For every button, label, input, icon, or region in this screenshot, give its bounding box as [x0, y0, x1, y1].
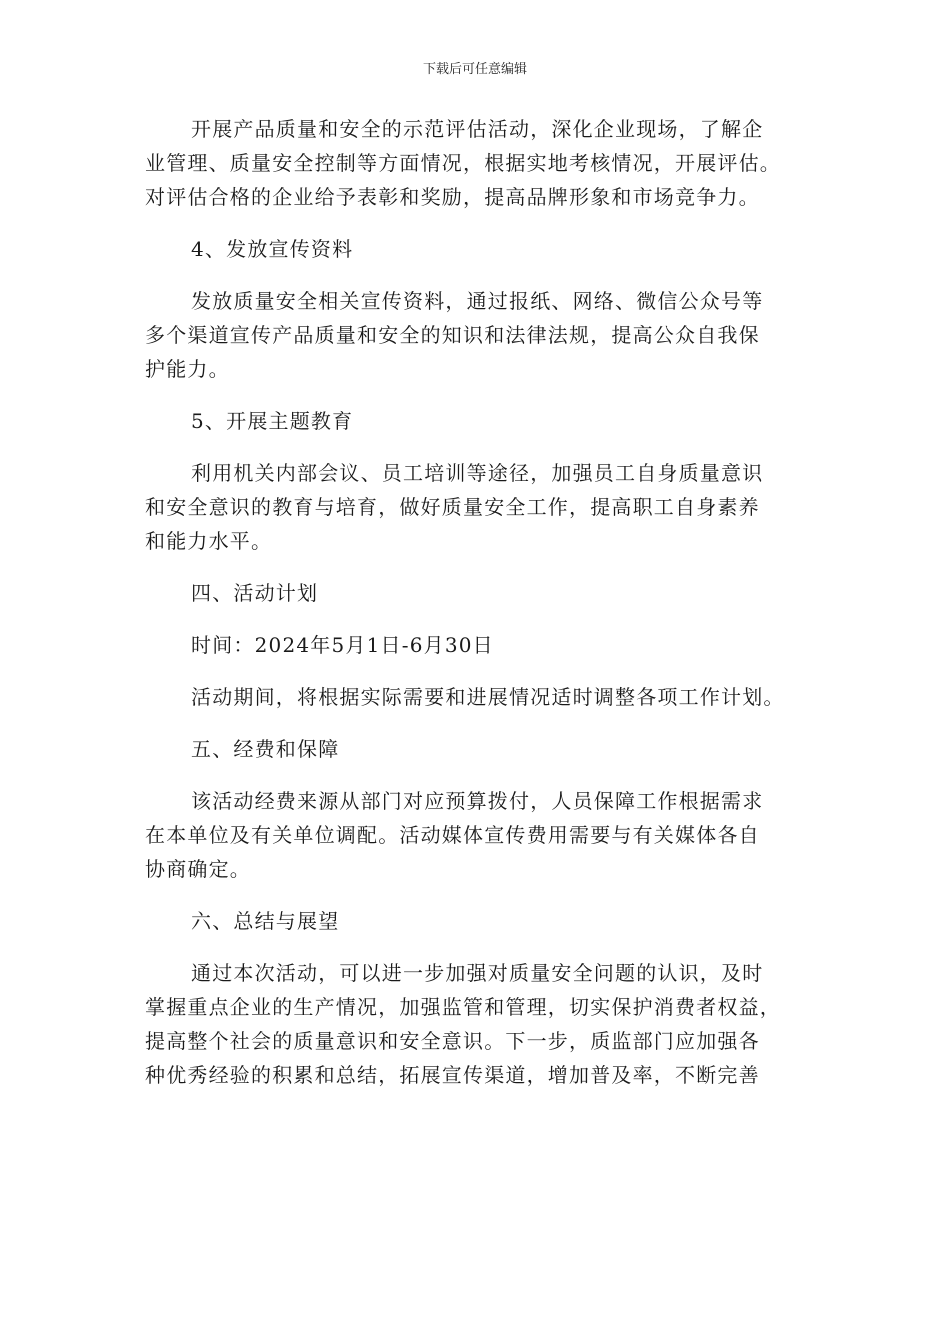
text-line: 发放质量安全相关宣传资料，通过报纸、网络、微信公众号等	[191, 289, 764, 313]
section-heading: 四、活动计划	[191, 581, 319, 605]
section-heading: 六、总结与展望	[191, 909, 340, 933]
text-line: 在本单位及有关单位调配。活动媒体宣传费用需要与有关媒体各自	[145, 823, 760, 847]
paragraph-summary	[145, 956, 825, 1092]
text-line: 提高整个社会的质量意识和安全意识。下一步，质监部门应加强各	[145, 1029, 760, 1053]
text-line: 协商确定。	[145, 857, 251, 881]
document-body	[145, 112, 825, 1110]
page-header: 下载后可任意编辑	[422, 62, 527, 77]
text-line: 掌握重点企业的生产情况，加强监管和管理，切实保护消费者权益，	[145, 995, 781, 1019]
paragraph-evaluation	[145, 112, 825, 214]
schedule-note: 活动期间，将根据实际需要和进展情况适时调整各项工作计划。	[191, 685, 785, 709]
section-heading: 五、经费和保障	[191, 737, 340, 761]
paragraph-funding	[145, 784, 825, 886]
text-line: 护能力。	[145, 357, 230, 381]
section-heading: 4、发放宣传资料	[191, 237, 354, 261]
text-line: 对评估合格的企业给予表彰和奖励，提高品牌形象和市场竞争力。	[145, 185, 760, 209]
text-line: 该活动经费来源从部门对应预算拨付，人员保障工作根据需求	[191, 789, 764, 813]
text-line: 多个渠道宣传产品质量和安全的知识和法律法规，提高公众自我保	[145, 323, 760, 347]
section-heading: 5、开展主题教育	[191, 409, 354, 433]
paragraph-education	[145, 456, 825, 558]
text-line: 业管理、质量安全控制等方面情况，根据实地考核情况，开展评估。	[145, 151, 781, 175]
schedule-time: 时间：2024年5月1日-6月30日	[191, 633, 494, 657]
text-line: 和能力水平。	[145, 529, 273, 553]
text-line: 开展产品质量和安全的示范评估活动，深化企业现场，了解企	[191, 117, 764, 141]
text-line: 利用机关内部会议、员工培训等途径，加强员工自身质量意识	[191, 461, 764, 485]
text-line: 种优秀经验的积累和总结，拓展宣传渠道，增加普及率，不断完善	[145, 1063, 760, 1087]
text-line: 和安全意识的教育与培育，做好质量安全工作，提高职工自身素养	[145, 495, 760, 519]
paragraph-materials	[145, 284, 825, 386]
text-line: 通过本次活动，可以进一步加强对质量安全问题的认识，及时	[191, 961, 764, 985]
